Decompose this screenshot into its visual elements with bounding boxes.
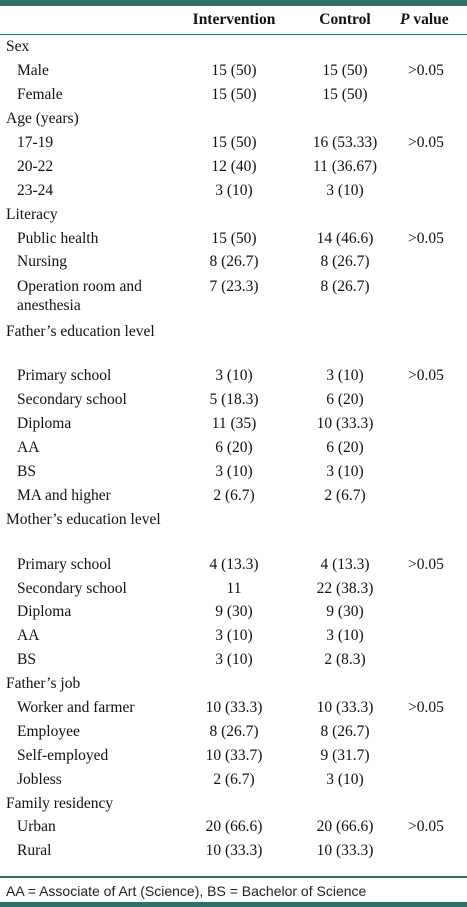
row-label: AA bbox=[17, 439, 40, 457]
row-label: Male bbox=[17, 62, 49, 80]
control-cell: 2 (6.7) bbox=[324, 486, 366, 504]
p-value-cell: >0.05 bbox=[408, 699, 444, 717]
group-row bbox=[0, 35, 467, 59]
row-label: Age (years) bbox=[6, 110, 79, 128]
row-label: Family residency bbox=[6, 794, 114, 812]
control-cell: 6 (20) bbox=[326, 391, 364, 409]
control-cell: 3 (10) bbox=[326, 462, 364, 480]
intervention-cell: 2 (6.7) bbox=[213, 770, 255, 788]
group-row bbox=[0, 202, 467, 226]
p-value-cell: >0.05 bbox=[408, 367, 444, 385]
row-label: Employee bbox=[17, 722, 80, 740]
intervention-cell: 5 (18.3) bbox=[209, 391, 259, 409]
control-cell: 3 (10) bbox=[326, 367, 364, 385]
table-row bbox=[0, 483, 467, 507]
row-label: Diploma bbox=[17, 603, 72, 621]
table-header bbox=[0, 6, 467, 35]
intervention-cell: 20 (66.6) bbox=[205, 818, 263, 836]
header-p-italic: P bbox=[400, 11, 410, 28]
intervention-cell: 8 (26.7) bbox=[209, 722, 259, 740]
row-label: MA and higher bbox=[17, 486, 111, 504]
row-label: Literacy bbox=[6, 205, 58, 223]
row-label: BS bbox=[17, 462, 36, 480]
intervention-cell: 12 (40) bbox=[211, 157, 257, 175]
row-label: Worker and farmer bbox=[17, 699, 135, 717]
header-p-value bbox=[398, 11, 467, 29]
p-value-cell: >0.05 bbox=[408, 555, 444, 573]
table-row bbox=[0, 815, 467, 839]
control-cell: 8 (26.7) bbox=[320, 253, 370, 271]
group-row bbox=[0, 791, 467, 815]
p-value-cell: >0.05 bbox=[408, 818, 444, 836]
footer-rule bbox=[0, 876, 467, 878]
group-row bbox=[0, 319, 467, 364]
table-row bbox=[0, 83, 467, 107]
control-cell: 9 (31.7) bbox=[320, 746, 370, 764]
table-row bbox=[0, 624, 467, 648]
row-label: Primary school bbox=[17, 555, 112, 573]
intervention-cell: 9 (30) bbox=[215, 603, 253, 621]
intervention-cell: 2 (6.7) bbox=[213, 486, 255, 504]
row-label: Mother’s education level bbox=[6, 511, 161, 529]
table-row bbox=[0, 839, 467, 863]
row-label: Self-employed bbox=[17, 746, 109, 764]
control-cell: 8 (26.7) bbox=[320, 277, 370, 295]
p-value-cell: >0.05 bbox=[408, 62, 444, 80]
header-p-rest: value bbox=[409, 11, 449, 28]
intervention-cell: 10 (33.7) bbox=[205, 746, 263, 764]
table-row bbox=[0, 250, 467, 274]
intervention-cell: 3 (10) bbox=[215, 367, 253, 385]
control-cell: 3 (10) bbox=[326, 627, 364, 645]
group-row bbox=[0, 107, 467, 131]
row-label: BS bbox=[17, 651, 36, 669]
intervention-cell: 11 bbox=[226, 579, 242, 597]
group-row bbox=[0, 507, 467, 552]
row-label: Primary school bbox=[17, 367, 112, 385]
table-row bbox=[0, 552, 467, 576]
row-label: Secondary school bbox=[17, 391, 127, 409]
table-row bbox=[0, 719, 467, 743]
p-value-cell: >0.05 bbox=[408, 134, 444, 151]
header-control: Control bbox=[319, 11, 371, 28]
table-row bbox=[0, 274, 467, 319]
row-label: Rural bbox=[17, 842, 52, 860]
footnote: AA = Associate of Art (Science), BS = Bachelor of Science bbox=[6, 883, 367, 899]
table-row bbox=[0, 412, 467, 436]
table-row bbox=[0, 648, 467, 672]
intervention-cell: 6 (20) bbox=[215, 439, 253, 457]
intervention-cell: 3 (10) bbox=[215, 181, 253, 199]
row-label: Public health bbox=[17, 229, 99, 247]
control-cell: 9 (30) bbox=[326, 603, 364, 621]
control-cell: 6 (20) bbox=[326, 439, 364, 457]
row-label: 17-19 bbox=[17, 134, 54, 151]
intervention-cell: 8 (26.7) bbox=[209, 253, 259, 271]
row-label: Secondary school bbox=[17, 579, 127, 597]
control-cell: 2 (8.3) bbox=[324, 651, 366, 669]
row-label: AA bbox=[17, 627, 40, 645]
control-cell: 15 (50) bbox=[322, 62, 368, 80]
row-label: Jobless bbox=[17, 770, 62, 788]
control-cell: 11 (36.67) bbox=[313, 157, 377, 175]
intervention-cell: 15 (50) bbox=[211, 86, 257, 104]
table-row bbox=[0, 178, 467, 202]
control-cell: 10 (33.3) bbox=[316, 415, 374, 433]
intervention-cell: 15 (50) bbox=[211, 229, 257, 247]
intervention-cell: 3 (10) bbox=[215, 651, 253, 669]
row-label: Female bbox=[17, 86, 63, 104]
table-row bbox=[0, 743, 467, 767]
intervention-cell: 10 (33.3) bbox=[205, 699, 263, 717]
table-row bbox=[0, 459, 467, 483]
table-row bbox=[0, 600, 467, 624]
bottom-rule bbox=[0, 902, 467, 907]
control-cell: 14 (46.6) bbox=[316, 229, 374, 247]
intervention-cell: 3 (10) bbox=[215, 627, 253, 645]
table-body bbox=[0, 35, 467, 863]
intervention-cell: 7 (23.3) bbox=[209, 277, 259, 295]
table-row bbox=[0, 364, 467, 388]
row-label: 23-24 bbox=[17, 181, 54, 199]
control-cell: 22 (38.3) bbox=[316, 579, 374, 597]
control-cell: 10 (33.3) bbox=[316, 842, 374, 860]
demographics-table bbox=[0, 6, 467, 863]
control-cell: 16 (53.33) bbox=[312, 134, 378, 151]
row-label: Father’s education level bbox=[6, 322, 155, 340]
control-cell: 10 (33.3) bbox=[316, 699, 374, 717]
control-cell: 8 (26.7) bbox=[320, 722, 370, 740]
row-label: Nursing bbox=[17, 253, 67, 271]
table-row bbox=[0, 388, 467, 412]
row-label: Diploma bbox=[17, 415, 72, 433]
control-cell: 20 (66.6) bbox=[316, 818, 374, 836]
table-row bbox=[0, 154, 467, 178]
table-row bbox=[0, 767, 467, 791]
intervention-cell: 11 (35) bbox=[211, 415, 257, 433]
row-label: Urban bbox=[17, 818, 56, 836]
group-row bbox=[0, 672, 467, 696]
p-value-cell: >0.05 bbox=[408, 229, 444, 247]
intervention-cell: 4 (13.3) bbox=[209, 555, 259, 573]
table-row bbox=[0, 436, 467, 460]
control-cell: 15 (50) bbox=[322, 86, 368, 104]
table-row bbox=[0, 226, 467, 250]
row-label: Operation room and anesthesia bbox=[17, 277, 142, 314]
table-row bbox=[0, 696, 467, 720]
header-intervention: Intervention bbox=[192, 11, 276, 28]
table-row bbox=[0, 576, 467, 600]
control-cell: 4 (13.3) bbox=[320, 555, 370, 573]
row-label: 20-22 bbox=[17, 157, 54, 175]
intervention-cell: 10 (33.3) bbox=[205, 842, 263, 860]
intervention-cell: 15 (50) bbox=[211, 134, 257, 151]
row-label: Sex bbox=[6, 38, 30, 56]
table-row bbox=[0, 59, 467, 83]
table-row bbox=[0, 131, 467, 155]
intervention-cell: 15 (50) bbox=[211, 62, 257, 80]
row-label: Father’s job bbox=[6, 675, 81, 693]
control-cell: 3 (10) bbox=[326, 181, 364, 199]
control-cell: 3 (10) bbox=[326, 770, 364, 788]
intervention-cell: 3 (10) bbox=[215, 462, 253, 480]
